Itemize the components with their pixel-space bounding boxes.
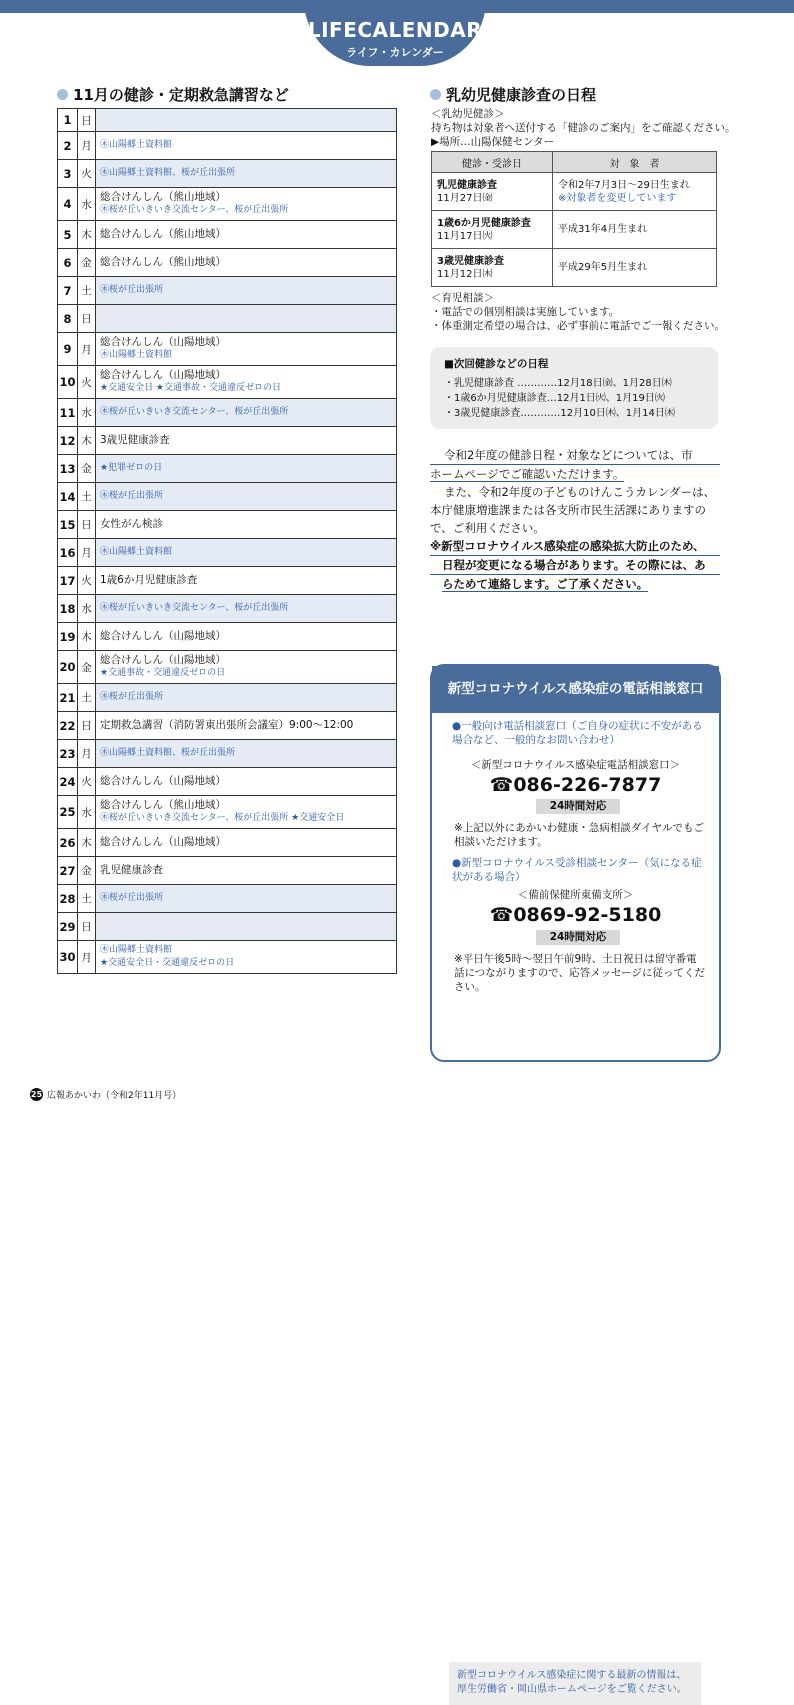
weekday: 月 xyxy=(78,539,96,567)
day-number: 11 xyxy=(58,399,78,427)
covid-box-title: 新型コロナウイルス感染症の電話相談窓口 xyxy=(432,666,719,713)
event-main: 総合けんしん（山陽地域） xyxy=(100,336,226,348)
event-main: 女性がん検診 xyxy=(100,518,163,530)
weekday: 水 xyxy=(78,188,96,221)
weekday: 日 xyxy=(78,511,96,539)
day-number: 6 xyxy=(58,249,78,277)
day-number: 14 xyxy=(58,483,78,511)
calendar-row xyxy=(58,132,397,160)
day-events xyxy=(96,132,397,160)
day-number: 10 xyxy=(58,366,78,399)
header-tab xyxy=(304,0,486,66)
event-sub: ㊍桜が丘出張所 xyxy=(100,491,164,501)
page-number: 25 xyxy=(30,1090,43,1099)
weekday: 日 xyxy=(78,712,96,740)
next-schedule-box: ■次回健診などの日程 ・乳児健康診査 …………12月18日㈮、1月28日㈭ ・1歳6か月児健康診査…12月1日㈫、1月19日㈫ ・3歳児健康診査…………12月10日㈭、1月14日㈭ xyxy=(430,347,718,429)
day-events xyxy=(96,483,397,511)
page-footer: 25 広報あかいわ（令和2年11月号） xyxy=(30,1090,182,1101)
calendar-row xyxy=(58,249,397,277)
event-main: 総合けんしん（山陽地域） xyxy=(100,654,226,666)
bullet-icon xyxy=(57,89,68,100)
weekday: 金 xyxy=(78,455,96,483)
day-number: 4 xyxy=(58,188,78,221)
day-events xyxy=(96,595,397,623)
table-row: 乳児健康診査 11月27日㈮ 令和2年7月3日～29日生まれ ※対象者を変更しています xyxy=(432,173,717,211)
weekday: 月 xyxy=(78,941,96,974)
info-paragraph: 令和2年度の健診日程・対象などについては、市 ホームページでご確認いただけます。 また、令和2年度の子どものけんこうカレンダーは、 本庁健康増進課または各支所市民生活課にありますので、ご利用ください。 ※新型コロナウイルス感染症の感染拡大防止のため、 日程が変更になる場合があります。その際には、あ らためて連絡します。ご了承ください。 xyxy=(430,446,720,593)
calendar-row xyxy=(58,623,397,651)
day-events xyxy=(96,427,397,455)
day-events xyxy=(96,651,397,684)
day-events xyxy=(96,399,397,427)
day-number: 27 xyxy=(58,857,78,885)
calendar-row xyxy=(58,188,397,221)
weekday: 月 xyxy=(78,740,96,768)
day-number: 24 xyxy=(58,768,78,796)
day-number: 21 xyxy=(58,684,78,712)
day-events xyxy=(96,109,397,132)
weekday: 木 xyxy=(78,623,96,651)
childcare-consult: ＜育児相談＞ ・電話での個別相談は実施しています。 ・体重測定希望の場合は、必ず事前に電話でご一報ください。 xyxy=(431,292,725,332)
event-sub: ㊍桜が丘出張所 xyxy=(100,285,164,295)
day-number: 28 xyxy=(58,885,78,913)
calendar-row xyxy=(58,333,397,366)
day-events xyxy=(96,740,397,768)
day-events xyxy=(96,511,397,539)
weekday: 水 xyxy=(78,399,96,427)
weekday: 木 xyxy=(78,427,96,455)
header-subtitle: ライフ・カレンダー xyxy=(346,46,444,59)
event-sub: ㊍桜が丘出張所 xyxy=(100,893,164,903)
event-sub: ㊍桜が丘出張所 xyxy=(100,692,164,702)
day-number: 1 xyxy=(58,109,78,132)
event-main: 定期救急講習（消防署東出張所会議室）9:00～12:00 xyxy=(100,719,354,731)
calendar-row xyxy=(58,511,397,539)
calendar-row xyxy=(58,305,397,333)
weekday: 月 xyxy=(78,132,96,160)
calendar-row xyxy=(58,857,397,885)
calendar-row xyxy=(58,885,397,913)
weekday: 月 xyxy=(78,333,96,366)
day-number: 25 xyxy=(58,796,78,829)
event-sub: ㊍山陽郷土資料館 xyxy=(100,945,173,955)
day-number: 18 xyxy=(58,595,78,623)
day-number: 3 xyxy=(58,160,78,188)
day-events xyxy=(96,712,397,740)
event-main: 総合けんしん（熊山地域） xyxy=(100,256,226,268)
event-sub: ㊍桜が丘いきいき交流センター、桜が丘出張所 ★交通安全日 xyxy=(100,813,345,823)
calendar-row xyxy=(58,539,397,567)
calendar-row xyxy=(58,160,397,188)
calendar-row xyxy=(58,455,397,483)
day-number: 20 xyxy=(58,651,78,684)
checkup-heading: 乳幼児健康診査の日程 xyxy=(430,84,596,105)
day-events xyxy=(96,249,397,277)
day-events xyxy=(96,857,397,885)
bullet-icon xyxy=(430,89,441,100)
day-number: 8 xyxy=(58,305,78,333)
day-number: 9 xyxy=(58,333,78,366)
weekday: 金 xyxy=(78,651,96,684)
day-events xyxy=(96,913,397,941)
calendar-row xyxy=(58,913,397,941)
day-events xyxy=(96,539,397,567)
weekday: 金 xyxy=(78,249,96,277)
day-events xyxy=(96,160,397,188)
event-main: 総合けんしん（山陽地域） xyxy=(100,369,226,381)
event-main: 1歳6か月児健康診査 xyxy=(100,574,198,586)
day-events xyxy=(96,188,397,221)
day-number: 13 xyxy=(58,455,78,483)
event-sub: ★交通安全日・交通違反ゼロの日 xyxy=(100,958,235,968)
event-sub: ㊍桜が丘いきいき交流センター、桜が丘出張所 xyxy=(100,407,289,417)
day-number: 30 xyxy=(58,941,78,974)
latest-info-note: 新型コロナウイルス感染症に関する最新の情報は、厚生労働省・岡山県ホームページをご覧ください。 xyxy=(449,1662,701,1705)
calendar-row xyxy=(58,483,397,511)
phone-number-2[interactable]: ☎0869-92-5180 xyxy=(489,904,662,926)
weekday: 金 xyxy=(78,857,96,885)
weekday: 土 xyxy=(78,277,96,305)
weekday: 日 xyxy=(78,305,96,333)
day-number: 7 xyxy=(58,277,78,305)
day-events xyxy=(96,885,397,913)
calendar-row xyxy=(58,277,397,305)
event-main: 乳児健康診査 xyxy=(100,864,163,876)
event-sub: ㊍山陽郷土資料館、桜が丘出張所 xyxy=(100,168,236,178)
event-sub: ㊍桜が丘いきいき交流センター、桜が丘出張所 xyxy=(100,603,289,613)
calendar-row xyxy=(58,712,397,740)
day-events xyxy=(96,277,397,305)
event-sub: ㊍桜が丘いきいき交流センター、桜が丘出張所 xyxy=(100,205,289,215)
event-sub: ★交通安全日 ★交通事故・交通違反ゼロの日 xyxy=(100,383,281,393)
weekday: 土 xyxy=(78,483,96,511)
event-sub: ★犯罪ゼロの日 xyxy=(100,463,163,473)
weekday: 水 xyxy=(78,796,96,829)
day-number: 26 xyxy=(58,829,78,857)
calendar-row xyxy=(58,366,397,399)
day-events xyxy=(96,796,397,829)
weekday: 火 xyxy=(78,567,96,595)
day-number: 15 xyxy=(58,511,78,539)
weekday: 水 xyxy=(78,595,96,623)
day-events xyxy=(96,366,397,399)
calendar-row xyxy=(58,399,397,427)
day-events xyxy=(96,333,397,366)
event-main: 総合けんしん（熊山地域） xyxy=(100,191,226,203)
weekday: 土 xyxy=(78,885,96,913)
calendar-row xyxy=(58,567,397,595)
header-title: LIFECALENDAR xyxy=(307,18,483,42)
event-sub: ★交通事故・交通違反ゼロの日 xyxy=(100,668,226,678)
event-sub: ㊍山陽郷土資料館 xyxy=(100,350,173,360)
covid-phone-box: 新型コロナウイルス感染症の電話相談窓口 ●一般向け電話相談窓口（ご自身の症状に不安がある場合など、一般的なお問い合わせ） ＜新型コロナウイルス感染症電話相談窓口＞ ☎086-226-7877 24時間対応 ※上記以外にあかいわ健康・急病相談ダイヤルでもご相談いただけます。 ●新型コロナウイルス受診相談センター（気になる症状がある場合） ＜備前保健所東備支所＞ ☎0869-92-5180 24時間対応 ※平日午後5時～翌日午前9時、土日祝日は留守番電話につながりますので、応答メッセージに従ってください。 新型コロナウイルス感染症に関する最新の情報は、厚生労働省・岡山県ホームページをご覧ください。 xyxy=(430,664,721,1062)
calendar-row xyxy=(58,595,397,623)
calendar-row xyxy=(58,427,397,455)
day-events xyxy=(96,455,397,483)
event-main: 総合けんしん（熊山地域） xyxy=(100,799,226,811)
calendar-row xyxy=(58,651,397,684)
weekday: 日 xyxy=(78,109,96,132)
event-sub: ㊍山陽郷土資料館 xyxy=(100,547,173,557)
day-number: 17 xyxy=(58,567,78,595)
table-row: 3歳児健康診査 11月12日㈭ 平成29年5月生まれ xyxy=(432,249,717,287)
weekday: 火 xyxy=(78,366,96,399)
phone-number-1[interactable]: ☎086-226-7877 xyxy=(489,774,662,796)
calendar-row xyxy=(58,941,397,974)
calendar-heading: 11月の健診・定期救急講習など xyxy=(57,84,289,105)
weekday: 木 xyxy=(78,829,96,857)
calendar-row xyxy=(58,829,397,857)
day-events xyxy=(96,623,397,651)
day-number: 19 xyxy=(58,623,78,651)
day-number: 2 xyxy=(58,132,78,160)
event-calendar xyxy=(57,108,397,974)
day-number: 29 xyxy=(58,913,78,941)
event-main: 総合けんしん（山陽地域） xyxy=(100,836,226,848)
checkup-intro: ＜乳幼児健診＞ 持ち物は対象者へ送付する「健診のご案内」をご確認ください。 ▶場所…山陽保健センター xyxy=(431,108,736,148)
calendar-row xyxy=(58,109,397,132)
day-number: 22 xyxy=(58,712,78,740)
weekday: 土 xyxy=(78,684,96,712)
day-number: 16 xyxy=(58,539,78,567)
day-events xyxy=(96,221,397,249)
event-main: 総合けんしん（熊山地域） xyxy=(100,228,226,240)
checkup-table: 健診・受診日 対 象 者 乳児健康診査 11月27日㈮ 令和2年7月3日～29日生まれ ※対象者を変更しています 1歳6か月児健康診査 11月17日㈫ 平成31年4月生まれ 3歳児健康診査 11月12日㈭ 平成29年5月生まれ xyxy=(431,151,717,287)
event-main: 3歳児健康診査 xyxy=(100,434,170,446)
weekday: 日 xyxy=(78,913,96,941)
day-number: 5 xyxy=(58,221,78,249)
calendar-row xyxy=(58,221,397,249)
calendar-row xyxy=(58,740,397,768)
day-events xyxy=(96,768,397,796)
day-events xyxy=(96,941,397,974)
day-events xyxy=(96,567,397,595)
event-sub: ㊍山陽郷土資料館 xyxy=(100,140,173,150)
weekday: 火 xyxy=(78,160,96,188)
day-events xyxy=(96,305,397,333)
day-number: 23 xyxy=(58,740,78,768)
event-main: 総合けんしん（山陽地域） xyxy=(100,630,226,642)
weekday: 火 xyxy=(78,768,96,796)
table-row: 1歳6か月児健康診査 11月17日㈫ 平成31年4月生まれ xyxy=(432,211,717,249)
event-main: 総合けんしん（山陽地域） xyxy=(100,775,226,787)
day-number: 12 xyxy=(58,427,78,455)
day-events xyxy=(96,684,397,712)
weekday: 木 xyxy=(78,221,96,249)
calendar-row xyxy=(58,796,397,829)
calendar-row xyxy=(58,684,397,712)
calendar-row xyxy=(58,768,397,796)
day-events xyxy=(96,829,397,857)
event-sub: ㊍山陽郷土資料館、桜が丘出張所 xyxy=(100,748,236,758)
